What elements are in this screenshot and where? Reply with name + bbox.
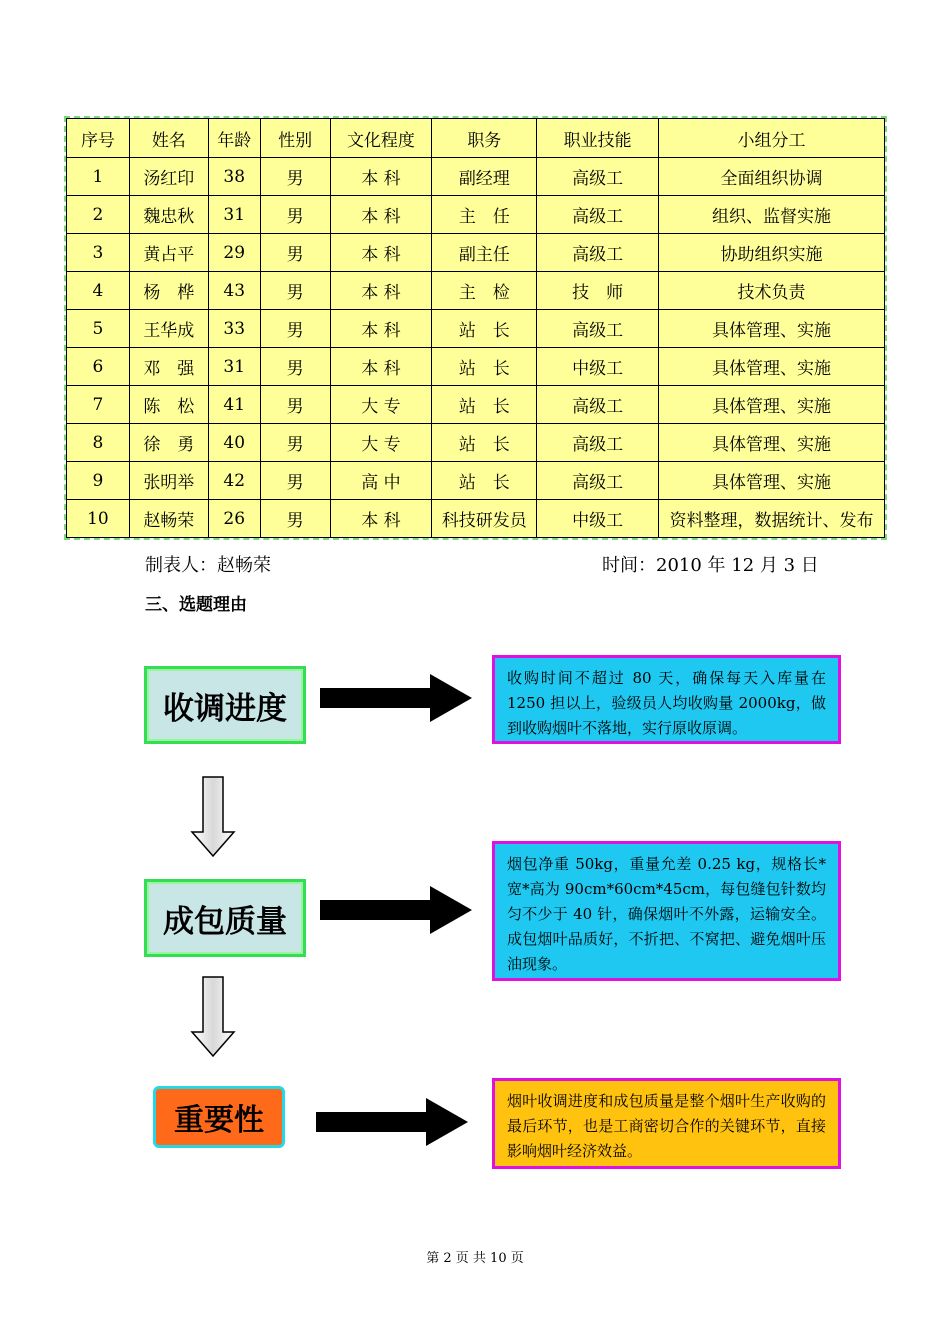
header-cell: 姓名: [129, 119, 208, 158]
table-cell: 高级工: [537, 462, 659, 500]
table-row: [67, 348, 885, 386]
table-row: [67, 158, 885, 196]
table-cell: 副主任: [432, 234, 537, 272]
table-cell: 站 长: [432, 462, 537, 500]
table-row: [67, 310, 885, 348]
header-cell: 职业技能: [537, 119, 659, 158]
table-cell: 站 长: [432, 310, 537, 348]
table-cell: 高级工: [537, 424, 659, 462]
table-cell: 31: [208, 196, 260, 234]
table-cell: 男: [260, 348, 330, 386]
table-row: [67, 386, 885, 424]
topic-progress-box: 收调进度: [144, 666, 306, 744]
table-cell: 33: [208, 310, 260, 348]
table-row: [67, 462, 885, 500]
table-cell: 29: [208, 234, 260, 272]
table-cell: 大 专: [330, 386, 432, 424]
table-cell: 具体管理、实施: [659, 310, 885, 348]
table-cell: 42: [208, 462, 260, 500]
table-cell: 6: [67, 348, 130, 386]
table-cell: 男: [260, 272, 330, 310]
table-cell: 本 科: [330, 234, 432, 272]
table-body: [67, 158, 885, 538]
topic-importance-box: 重要性: [153, 1086, 285, 1148]
table-cell: 本 科: [330, 272, 432, 310]
table-cell: 8: [67, 424, 130, 462]
table-cell: 43: [208, 272, 260, 310]
table-row: [67, 196, 885, 234]
table-cell: 赵畅荣: [129, 500, 208, 538]
header-cell: 性别: [260, 119, 330, 158]
down-arrow-icon: [190, 776, 236, 858]
table-cell: 10: [67, 500, 130, 538]
table-cell: 站 长: [432, 348, 537, 386]
detail-importance-box: 烟叶收调进度和成包质量是整个烟叶生产收购的最后环节，也是工商密切合作的关键环节，直接影响烟叶经济效益。: [492, 1078, 841, 1169]
table-cell: 高 中: [330, 462, 432, 500]
table-cell: 站 长: [432, 386, 537, 424]
table-cell: 科技研发员: [432, 500, 537, 538]
table-cell: 本 科: [330, 196, 432, 234]
table-cell: 男: [260, 234, 330, 272]
section-title: 三、选题理由: [145, 595, 247, 615]
table-cell: 3: [67, 234, 130, 272]
table-row: [67, 234, 885, 272]
table-cell: 40: [208, 424, 260, 462]
table-cell: 男: [260, 500, 330, 538]
table-cell: 具体管理、实施: [659, 462, 885, 500]
table-cell: 组织、监督实施: [659, 196, 885, 234]
table-cell: 黄占平: [129, 234, 208, 272]
table-cell: 26: [208, 500, 260, 538]
table-cell: 张明举: [129, 462, 208, 500]
table-cell: 主 任: [432, 196, 537, 234]
table-cell: 高级工: [537, 386, 659, 424]
table-cell: 5: [67, 310, 130, 348]
table-cell: 杨 桦: [129, 272, 208, 310]
table-cell: 汤红印: [129, 158, 208, 196]
table-maker: 制表人：赵畅荣: [145, 555, 271, 576]
table-cell: 具体管理、实施: [659, 348, 885, 386]
table-row: [67, 424, 885, 462]
header-cell: 文化程度: [330, 119, 432, 158]
table-cell: 高级工: [537, 158, 659, 196]
detail-quality-box: 烟包净重 50kg，重量允差 0.25 kg，规格长*宽*高为 90cm*60cm*45cm，每包缝包针数均匀不少于 40 针，确保烟叶不外露，运输安全。成包烟叶品质好，不折把、不窝把、避免烟叶压油现象。: [492, 841, 841, 981]
table-cell: 大 专: [330, 424, 432, 462]
header-cell: 职务: [432, 119, 537, 158]
table-cell: 具体管理、实施: [659, 424, 885, 462]
table-cell: 41: [208, 386, 260, 424]
page-footer: 第 2 页 共 10 页: [426, 1251, 524, 1266]
table-cell: 男: [260, 196, 330, 234]
table-cell: 9: [67, 462, 130, 500]
table-cell: 男: [260, 158, 330, 196]
table-cell: 本 科: [330, 310, 432, 348]
table-cell: 陈 松: [129, 386, 208, 424]
table-row: [67, 500, 885, 538]
table-cell: 38: [208, 158, 260, 196]
table-cell: 中级工: [537, 500, 659, 538]
table-cell: 男: [260, 462, 330, 500]
table-cell: 高级工: [537, 196, 659, 234]
table-header-row: [67, 119, 885, 158]
table-cell: 本 科: [330, 158, 432, 196]
down-arrow-icon: [190, 976, 236, 1058]
table-cell: 具体管理、实施: [659, 386, 885, 424]
table-cell: 资料整理，数据统计、发布: [659, 500, 885, 538]
table-cell: 31: [208, 348, 260, 386]
table-cell: 技 师: [537, 272, 659, 310]
table-row: [67, 272, 885, 310]
table-cell: 邓 强: [129, 348, 208, 386]
table-cell: 副经理: [432, 158, 537, 196]
header-cell: 小组分工: [659, 119, 885, 158]
header-cell: 年龄: [208, 119, 260, 158]
table-cell: 站 长: [432, 424, 537, 462]
table-cell: 4: [67, 272, 130, 310]
table-cell: 徐 勇: [129, 424, 208, 462]
table-cell: 主 检: [432, 272, 537, 310]
table-date: 时间：2010 年 12 月 3 日: [602, 555, 819, 576]
right-arrow-icon: [316, 1098, 468, 1146]
table-cell: 男: [260, 310, 330, 348]
table-cell: 本 科: [330, 500, 432, 538]
right-arrow-icon: [320, 886, 472, 934]
detail-progress-box: 收购时间不超过 80 天，确保每天入库量在1250 担以上，验级员人均收购量 2000kg，做到收购烟叶不落地，实行原收原调。: [492, 655, 841, 744]
table-cell: 全面组织协调: [659, 158, 885, 196]
table-cell: 1: [67, 158, 130, 196]
table-cell: 2: [67, 196, 130, 234]
header-cell: 序号: [67, 119, 130, 158]
table-cell: 男: [260, 386, 330, 424]
table-cell: 中级工: [537, 348, 659, 386]
topic-quality-box: 成包质量: [144, 879, 306, 957]
table-cell: 7: [67, 386, 130, 424]
table-cell: 高级工: [537, 310, 659, 348]
table-cell: 本 科: [330, 348, 432, 386]
right-arrow-icon: [320, 674, 472, 722]
table-cell: 男: [260, 424, 330, 462]
table-cell: 高级工: [537, 234, 659, 272]
table-cell: 魏忠秋: [129, 196, 208, 234]
table-cell: 技术负责: [659, 272, 885, 310]
table-cell: 王华成: [129, 310, 208, 348]
table-cell: 协助组织实施: [659, 234, 885, 272]
team-table: [66, 118, 885, 538]
